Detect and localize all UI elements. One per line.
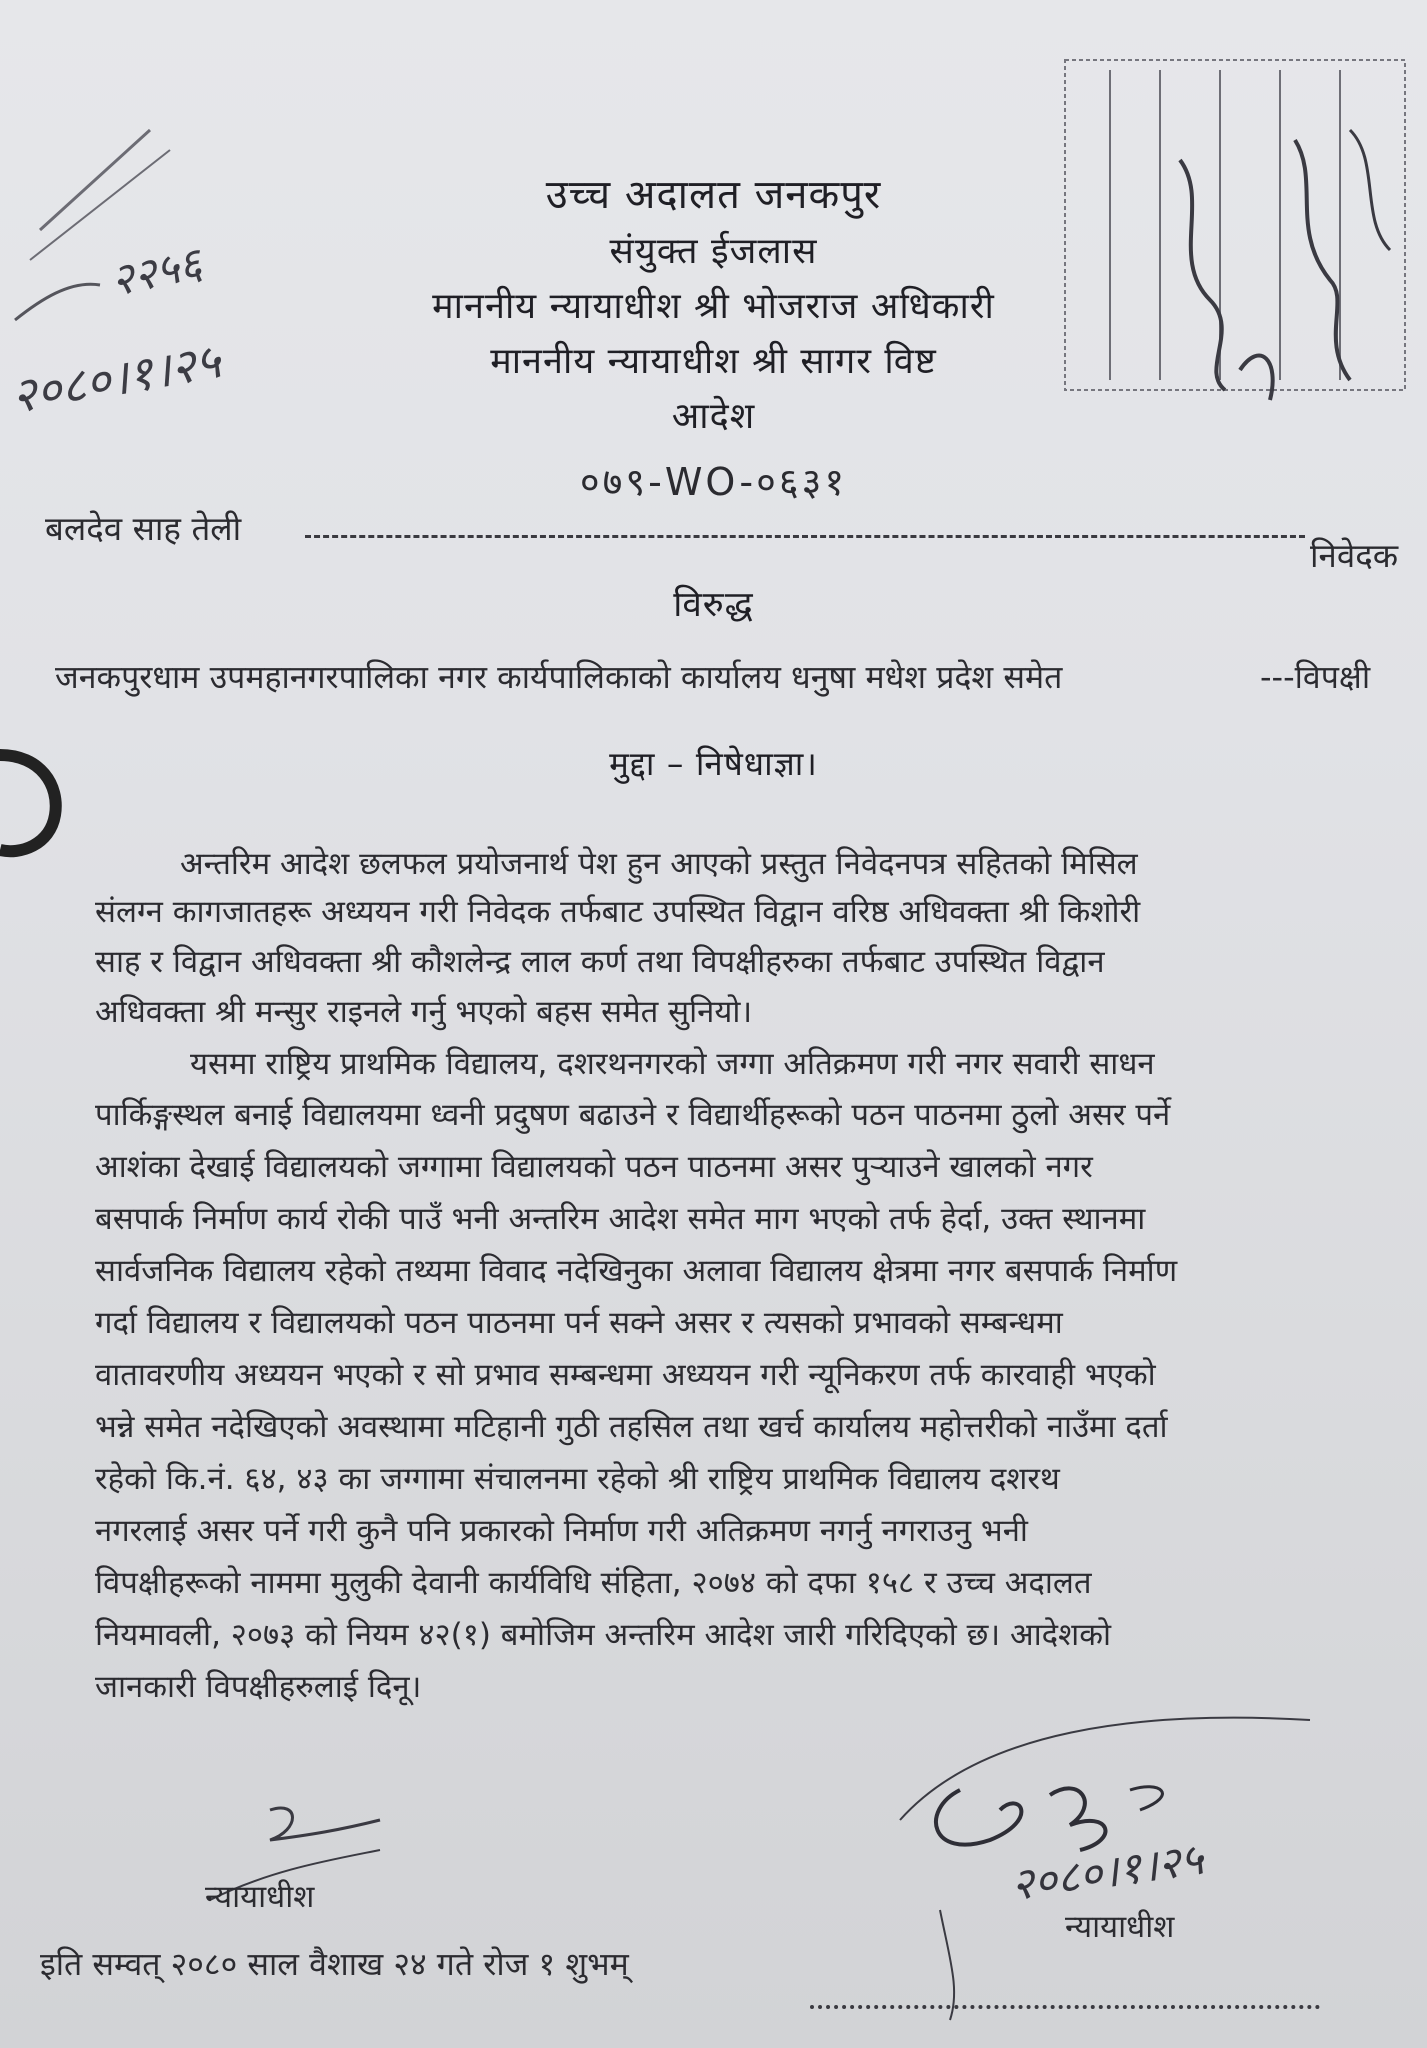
- order-paragraph-1-line-2: संलग्न कागजातहरू अध्ययन गरी निवेदक तर्फबाट उपस्थित विद्वान वरिष्ठ अधिवक्ता श्री किशोरी: [95, 894, 1141, 930]
- judge-name-2: माननीय न्यायाधीश श्री सागर विष्ट: [490, 341, 937, 382]
- order-paragraph-2-line-5: सार्वजनिक विद्यालय रहेको तथ्यमा विवाद नदेखिनुका अलावा विद्यालय क्षेत्रमा नगर बसपार्क निर्माण: [95, 1253, 1178, 1289]
- handwritten-register-number: २२५६: [106, 237, 207, 307]
- document-type: आदेश: [671, 396, 756, 437]
- order-paragraph-2-line-3: आशंका देखाई विद्यालयको जग्गामा विद्यालयको पठन पाठनमा असर पुऱ्याउने खालको नगर: [95, 1149, 1093, 1185]
- right-judge-title: न्यायाधीश: [1065, 1909, 1175, 1945]
- respondent-name: जनकपुरधाम उपमहानगरपालिका नगर कार्यपालिकाको कार्यालय धनुषा मधेश प्रदेश समेत: [55, 658, 1063, 696]
- order-paragraph-2-line-12: नियमावली, २०७३ को नियम ४२(१) बमोजिम अन्तरिम आदेश जारी गरिदिएको छ। आदेशको: [95, 1617, 1112, 1653]
- order-paragraph-2-line-4: बसपार्क निर्माण कार्य रोकी पाउँ भनी अन्तरिम आदेश समेत माग भएको तर्फ हेर्दा, उक्त स्थानमा: [95, 1201, 1146, 1237]
- judge-name-1: माननीय न्यायाधीश श्री भोजराज अधिकारी: [432, 286, 995, 327]
- respondent-role: ---विपक्षी: [1260, 658, 1371, 696]
- bench-name: संयुक्त ईजलास: [609, 231, 818, 272]
- left-judge-title: न्यायाधीश: [205, 1879, 315, 1915]
- closing-date-line: इति सम्वत् २०८० साल वैशाख २४ गते रोज १ शुभम्: [40, 1945, 629, 1983]
- order-paragraph-2-line-13: जानकारी विपक्षीहरुलाई दिनू।: [95, 1669, 422, 1705]
- petitioner-leader-line: [305, 535, 1305, 538]
- order-paragraph-2-line-9: रहेको कि.नं. ६४, ४३ का जग्गामा संचालनमा रहेको श्री राष्ट्रिय प्राथमिक विद्यालय दशरथ: [95, 1461, 1060, 1497]
- order-paragraph-2-line-10: नगरलाई असर पर्ने गरी कुनै पनि प्रकारको निर्माण गरी अतिक्रमण नगर्नु नगराउनु भनी: [95, 1513, 1028, 1549]
- case-number: ०७९-WO-०६३१: [579, 460, 848, 504]
- petitioner-role: निवेदक: [1310, 536, 1399, 575]
- handwritten-register-date: २०८०।१।२५: [7, 333, 225, 425]
- closing-dotted-line: [810, 2005, 1320, 2009]
- petitioner-name: बलदेव साह तेली: [45, 509, 242, 548]
- order-paragraph-2-line-2: पार्किङ्गस्थल बनाई विद्यालयमा ध्वनी प्रदुषण बढाउने र विद्यार्थीहरूको पठन पाठनमा ठुलो असर पर्ने: [95, 1097, 1171, 1133]
- order-paragraph-1-line-4: अधिवक्ता श्री मन्सुर राइनले गर्नु भएको बहस समेत सुनियो।: [95, 994, 753, 1030]
- handwritten-signing-date: २०८०।१।२५: [1007, 1833, 1207, 1912]
- court-name: उच्च अदालत जनकपुर: [545, 172, 882, 218]
- order-paragraph-2-line-1: यसमा राष्ट्रिय प्राथमिक विद्यालय, दशरथनगरको जग्गा अतिक्रमण गरी नगर सवारी साधन: [190, 1046, 1155, 1082]
- ink-stain: [0, 745, 70, 865]
- order-paragraph-2-line-6: गर्दा विद्यालय र विद्यालयको पठन पाठनमा पर्न सक्ने असर र त्यसको प्रभावको सम्बन्धमा: [95, 1305, 1063, 1341]
- order-paragraph-1-line-3: साह र विद्वान अधिवक्ता श्री कौशलेन्द्र लाल कर्ण तथा विपक्षीहरुका तर्फबाट उपस्थित विद्वान: [95, 944, 1105, 980]
- order-paragraph-2-line-7: वातावरणीय अध्ययन भएको र सो प्रभाव सम्बन्धमा अध्ययन गरी न्यूनिकरण तर्फ कारवाही भएको: [95, 1357, 1156, 1393]
- case-subject: मुद्दा – निषेधाज्ञा।: [609, 744, 818, 783]
- order-paragraph-2-line-8: भन्ने समेत नदेखिएको अवस्थामा मटिहानी गुठी तहसिल तथा खर्च कार्यालय महोत्तरीको नाउँमा दर्ता: [95, 1409, 1168, 1445]
- order-paragraph-1-line-1: अन्तरिम आदेश छलफल प्रयोजनार्थ पेश हुन आएको प्रस्तुत निवेदनपत्र सहितको मिसिल: [180, 846, 1138, 882]
- versus-label: विरुद्ध: [673, 585, 754, 625]
- order-paragraph-2-line-11: विपक्षीहरूको नाममा मुलुकी देवानी कार्यविधि संहिता, २०७४ को दफा १५८ र उच्च अदालत: [95, 1565, 1092, 1601]
